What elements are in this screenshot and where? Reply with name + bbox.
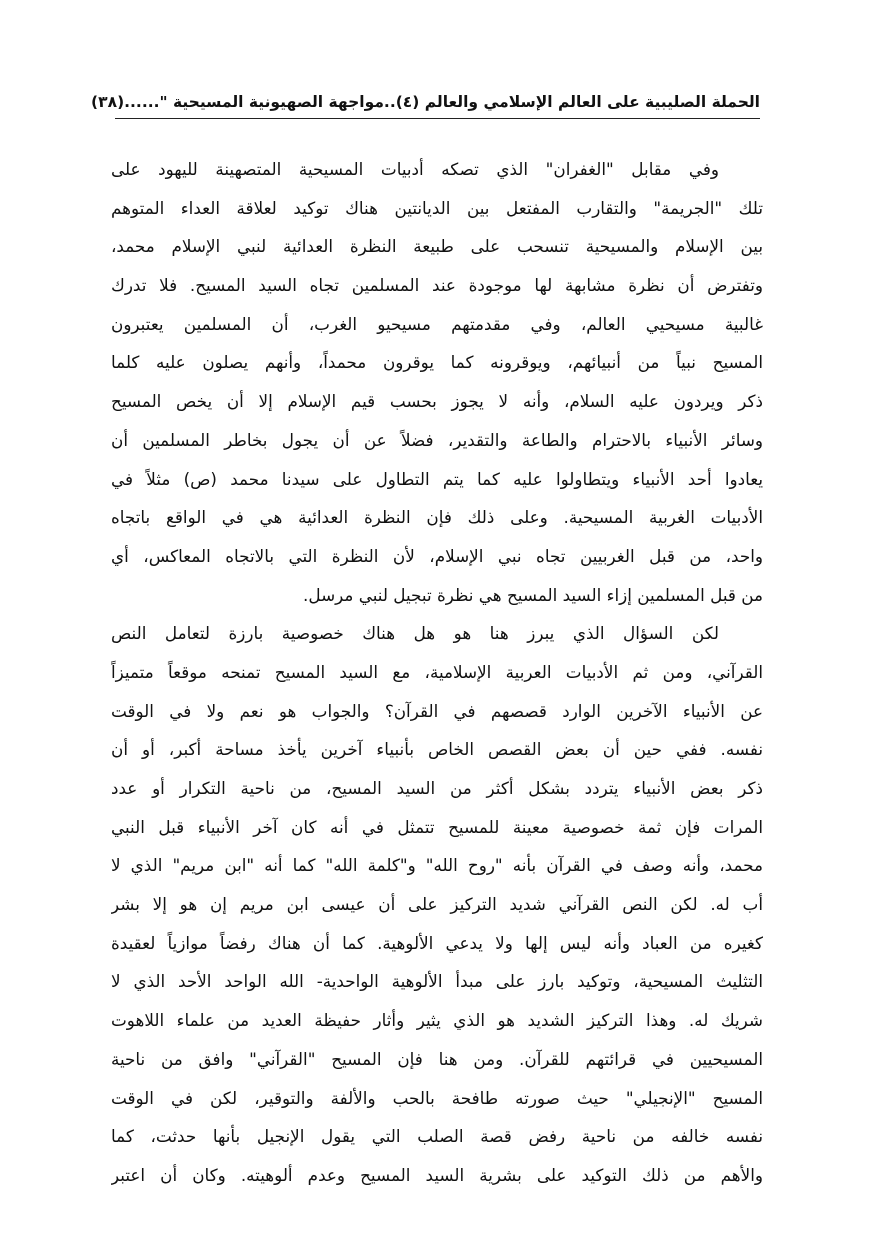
text-line: كغيره من العباد وأنه ليس إلها ولا يدعي الألوهية. كما أن هناك رفضاً موازياً لعقيدة (111, 932, 763, 953)
text-line: لكن السؤال الذي يبرز هنا هو هل هناك خصوصية بارزة لتعامل النص (111, 623, 719, 644)
text-line: تلك "الجريمة" والتقارب المفتعل بين الديانتين هناك توكيد لعلاقة العداء المتوهم (111, 197, 763, 218)
text-line: الأدبيات الغربية المسيحية. وعلى ذلك فإن النظرة العدائية هي في الواقع باتجاه (111, 507, 763, 528)
page-number: (٣٨) (91, 93, 125, 111)
text-line: نفسه. ففي حين أن بعض القصص الخاص بأنبياء آخرين يأخذ مساحة أكبر، أو أن (111, 739, 763, 760)
text-line: شريك له. وهذا التركيز الشديد هو الذي يثير وأثار حفيظة العديد من علماء اللاهوت (111, 1010, 763, 1031)
header-title: الحملة الصليبية على العالم الإسلامي والعالم (٤)..مواجهة الصهيونية المسيحية "...... (124, 93, 760, 111)
body-text (111, 150, 763, 1195)
text-line: نفسه خالفه من ناحية رفض قصة الصلب التي يقول الإنجيل بأنها حدثت، كما (111, 1126, 763, 1147)
paragraph-2 (111, 614, 763, 1194)
running-header (91, 86, 760, 119)
text-line: يعادوا أحد الأنبياء ويتطاولوا عليه كما يتم التطاول على سيدنا محمد (ص) مثلاً في (111, 468, 763, 489)
text-line: التثليث المسيحية، وتوكيد بارز على مبدأ الألوهية الواحدية- الله الواحد الأحد الذي لا (111, 971, 763, 992)
text-line: وسائر الأنبياء بالاحترام والطاعة والتقدير، فضلاً عن أن يجول بخاطر المسلمين أن (111, 429, 763, 450)
text-line: والأهم من ذلك التوكيد على بشرية السيد المسيح وعدم ألوهيته. وكان أن اعتبر (111, 1164, 763, 1185)
text-line: من قبل المسلمين إزاء السيد المسيح هي نظرة تبجيل لنبي مرسل. (303, 584, 763, 605)
text-line: المسيح نبياً من أنبيائهم، ويوقرونه كما يوقرون محمداً، وأنهم يصلون عليه كلما (111, 352, 763, 373)
text-line: أب له. لكن النص القرآني شديد التركيز على أن عيسى ابن مريم إن هو إلا بشر (111, 894, 763, 915)
text-line: وتفترض أن نظرة مشابهة لها موجودة عند المسلمين تجاه السيد المسيح. فلا تدرك (111, 275, 763, 296)
text-line: المسيحيين في قرائتهم للقرآن. ومن هنا فإن المسيح "القرآني" وافق من ناحية (111, 1048, 763, 1069)
text-line: غالبية مسيحيي العالم، وفي مقدمتهم مسيحيو الغرب، أن المسلمين يعتبرون (111, 313, 763, 334)
paragraph-1 (111, 150, 763, 614)
text-line: ذكر ويردون عليه السلام، وأنه لا يجوز بحسب قيم الإسلام إلا أن يخص المسيح (111, 391, 763, 412)
text-line: المرات فإن ثمة خصوصية معينة للمسيح تتمثل في أنه كان آخر الأنبياء قبل النبي (111, 816, 763, 837)
text-line: بين الإسلام والمسيحية تنسحب على طبيعة النظرة العدائية لنبي الإسلام محمد، (111, 236, 763, 257)
text-line: محمد، وأنه وصف في القرآن بأنه "روح الله" و"كلمة الله" كما أنه "ابن مريم" الذي لا (111, 855, 763, 876)
text-line: وفي مقابل "الغفران" الذي تصكه أدبيات المسيحية المتصهينة لليهود على (111, 159, 719, 179)
text-line: ذكر بعض الأنبياء يتردد بشكل أكثر من السيد المسيح، من ناحية التكرار أو عدد (111, 778, 763, 798)
text-line: القرآني، ومن ثم الأدبيات العربية الإسلامية، مع السيد المسيح تمنحه موقعاً متميزاً (111, 661, 763, 682)
text-line: المسيح "الإنجيلي" حيث صورته طافحة بالحب والألفة والتوقير، لكن في الوقت (111, 1087, 763, 1108)
text-line: عن الأنبياء الآخرين الوارد قصصهم في القرآن؟ والجواب هو نعم ولا في الوقت (111, 700, 763, 721)
text-line: واحد، من قبل الغربيين تجاه نبي الإسلام، لأن النظرة التي بالاتجاه المعاكس، أي (111, 545, 763, 566)
